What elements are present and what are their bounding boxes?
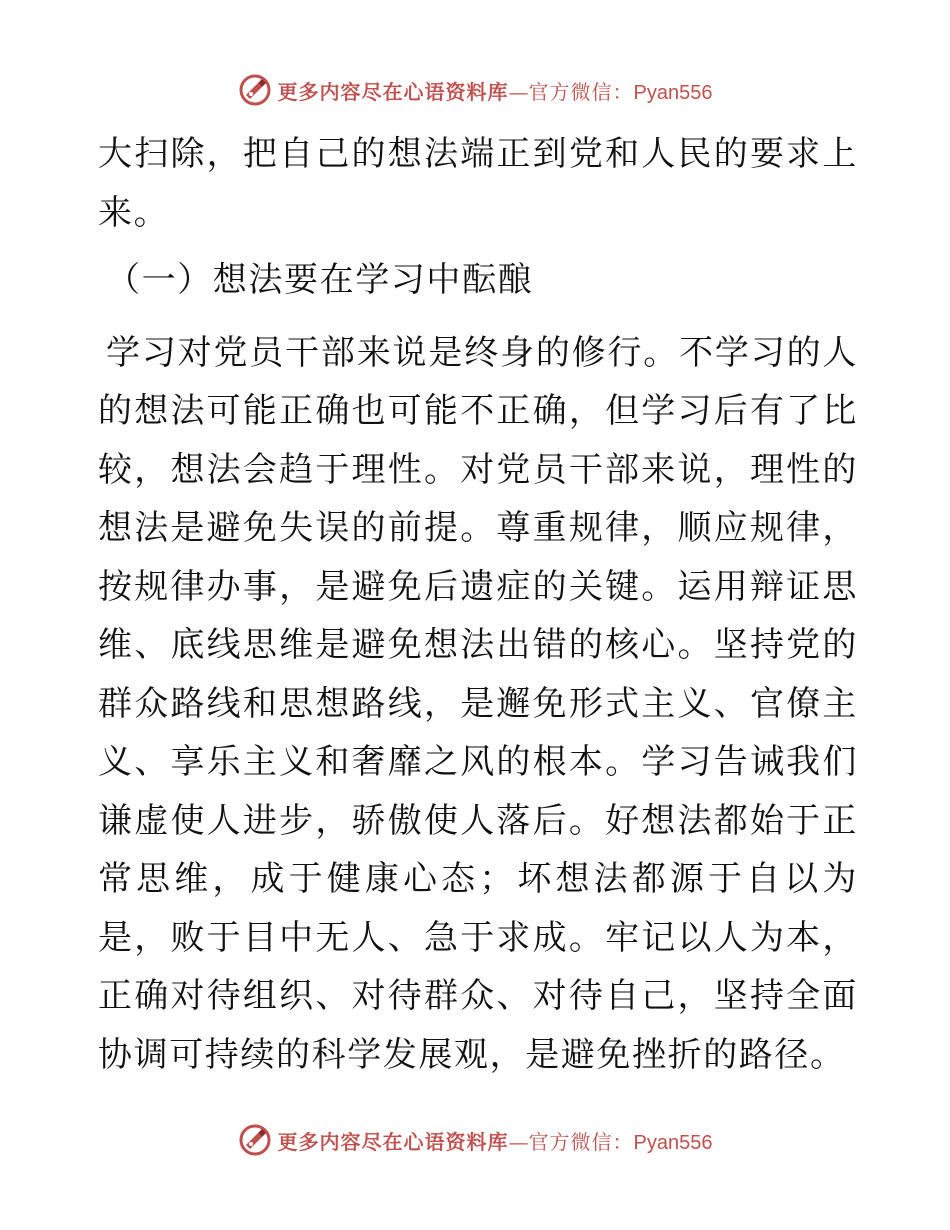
- document-body: [98, 125, 858, 1084]
- footer-wechat-label: 官方微信：: [528, 1129, 634, 1154]
- header-separator: —: [508, 79, 529, 104]
- body-paragraph-2: 学习对党员干部来说是终身的修行。不学习的人的想法可能正确也可能不正确，但学习后有了比较，想法会趋于理性。对党员干部来说，理性的想法是避免失误的前提。尊重规律，顺应规律，按规律办事，是避免后遗症的关键。运用辩证思维、底线思维是避免想法出错的核心。坚持党的群众路线和思想路线，是邂免形式主义、官僚主义、享乐主义和奢靡之风的根本。学习告诫我们谦虚使人进步，骄傲使人落后。好想法都始于正常思维，成于健康心态；坏想法都源于自以为是，败于目中无人、急于求成。牢记以人为本，正确对待组织、对待群众、对待自己，坚持全面协调可持续的科学发展观，是避免挫折的路径。: [98, 332, 858, 1075]
- header-banner-text: [278, 76, 713, 105]
- header-banner: [0, 73, 950, 107]
- section-heading: （一）想法要在学习中酝酿: [106, 260, 534, 300]
- footer-banner-text: [278, 1126, 713, 1155]
- pen-circle-logo-icon: [238, 73, 272, 107]
- header-wechat-label: 官方微信：: [528, 79, 634, 104]
- body-paragraph-1: 大扫除，把自己的想法端正到党和人民的要求上来。: [98, 134, 858, 233]
- footer-banner: [0, 1123, 950, 1157]
- header-wechat-id: Pyan556: [633, 81, 713, 104]
- footer-wechat-id: Pyan556: [633, 1131, 713, 1154]
- header-brand-text: 更多内容尽在心语资料库: [277, 79, 509, 104]
- footer-separator: —: [508, 1129, 529, 1154]
- footer-brand-text: 更多内容尽在心语资料库: [277, 1129, 509, 1154]
- pen-circle-logo-icon: [238, 1123, 272, 1157]
